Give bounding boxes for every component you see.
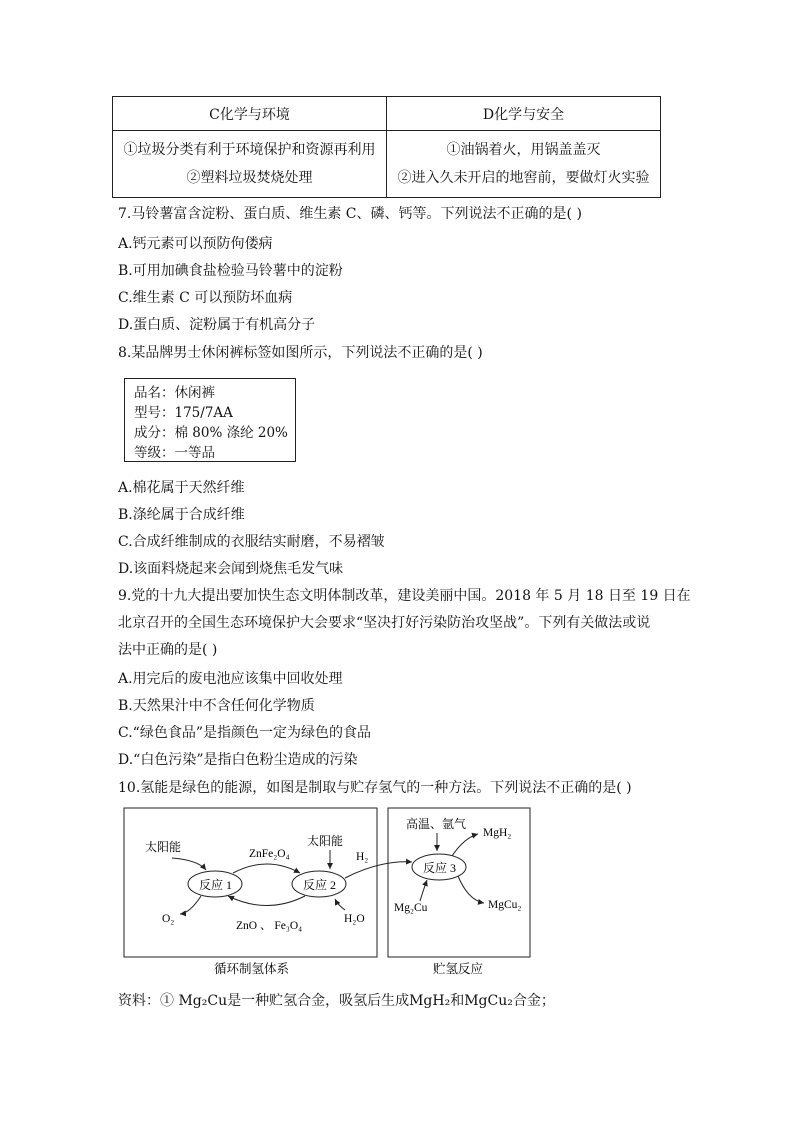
label-reaction-3: 反应 3 — [423, 861, 457, 875]
label-reaction-1: 反应 1 — [199, 878, 233, 892]
q8-option-d: D.该面料烧起来会闻到烧焦毛发气味 — [118, 561, 344, 577]
arrow-mgh2 — [452, 834, 478, 856]
q9-stem-line: 法中正确的是( ) — [118, 642, 218, 658]
q7-option-d: D.蛋白质、淀粉属于有机高分子 — [118, 317, 316, 333]
q8-option-b: B.涤纶属于合成纤维 — [118, 507, 245, 523]
caption-storage: 贮氢反应 — [433, 962, 484, 976]
q9-option-d: D.“白色污染”是指白色粉尘造成的污染 — [118, 752, 358, 768]
table-c-item: ②塑料垃圾焚烧处理 — [186, 170, 313, 186]
q9-option-b: B.天然果汁中不含任何化学物质 — [118, 698, 315, 714]
label-h2: H₂ — [356, 851, 369, 863]
arrow-znfe2o4 — [233, 864, 300, 873]
label-zno-fe3o4: ZnO 、 Fe₃O₄ — [236, 920, 303, 932]
emphasis-not: 不 — [496, 206, 511, 222]
label-solar-1: 太阳能 — [145, 840, 182, 854]
label-mgcu2: MgCu₂ — [488, 899, 522, 911]
q10-stem: 10.氢能是绿色的能源，如图是制取与贮存氢气的一种方法。下列说法不正确的是( ) — [118, 780, 632, 796]
arrow-o2 — [180, 896, 201, 914]
footnote: 资料：① Mg₂Cu是一种贮氢合金，吸氢后生成MgH₂和MgCu₂合金； — [118, 993, 555, 1009]
table-header-d: D化学与安全 — [387, 97, 661, 131]
label-znfe2o4: ZnFe₂O₄ — [249, 848, 290, 860]
arrow-solar1 — [172, 858, 206, 870]
label-gas: 高温、氩气 — [406, 817, 467, 831]
label-reaction-2: 反应 2 — [303, 878, 337, 892]
q8-stem: 8.某品牌男士休闲裤标签如图所示，下列说法不正确的是( ) — [118, 345, 483, 361]
q9-stem-line: 9.党的十九大提出要加快生态文明体制改革，建设美丽中国。2018 年 5 月 18 日至 19 日在 — [118, 588, 691, 604]
arrow-h2 — [345, 862, 412, 878]
q7-stem: 7.马铃薯富含淀粉、蛋白质、维生素 C、磷、钙等。下列说法不正确的是( ) — [118, 206, 582, 222]
label-mgh2: MgH₂ — [483, 827, 512, 839]
label-line: 等级：一等品 — [134, 445, 215, 461]
q7-option-b: B.可用加碘食盐检验马铃薯中的淀粉 — [118, 263, 343, 279]
label-o2: O₂ — [162, 913, 175, 925]
q8-option-c: C.合成纤维制成的衣服结实耐磨，不易褶皱 — [118, 534, 385, 550]
q7-option-a: A.钙元素可以预防佝偻病 — [118, 236, 273, 252]
label-solar-2: 太阳能 — [307, 834, 344, 848]
label-h2o: H₂O — [344, 913, 365, 925]
arrow-h2o — [335, 899, 345, 910]
arrow-mg2cu — [420, 880, 427, 901]
table-d-item: ②进入久未开启的地窖前，要做灯火实验 — [397, 170, 650, 186]
q8-option-a: A.棉花属于天然纤维 — [118, 480, 245, 496]
arrow-zno — [228, 896, 305, 906]
q7-option-c: C.维生素 C 可以预防坏血病 — [118, 290, 293, 306]
q9-option-a: A.用完后的废电池应该集中回收处理 — [118, 671, 343, 687]
arrow-mgcu2 — [458, 876, 484, 903]
label-line: 型号：175/7AA — [134, 405, 233, 421]
caption-cycle: 循环制氢体系 — [214, 962, 290, 976]
table-c-item: ①垃圾分类有利于环境保护和资源再利用 — [123, 142, 376, 158]
label-mg2cu: Mg₂Cu — [394, 902, 428, 914]
cycle-box — [124, 808, 377, 957]
label-line: 成分：棉 80% 涤纶 20% — [134, 425, 288, 441]
q9-option-c: C.“绿色食品”是指颜色一定为绿色的食品 — [118, 725, 371, 741]
table-d-item: ①油锅着火，用锅盖盖灭 — [446, 142, 601, 158]
label-line: 品名：休闲裤 — [134, 385, 215, 401]
table-header-c: C化学与环境 — [113, 97, 387, 131]
q9-stem-line: 北京召开的全国生态环境保护大会要求“坚决打好污染防治攻坚战”。下列有关做法或说 — [118, 615, 651, 631]
